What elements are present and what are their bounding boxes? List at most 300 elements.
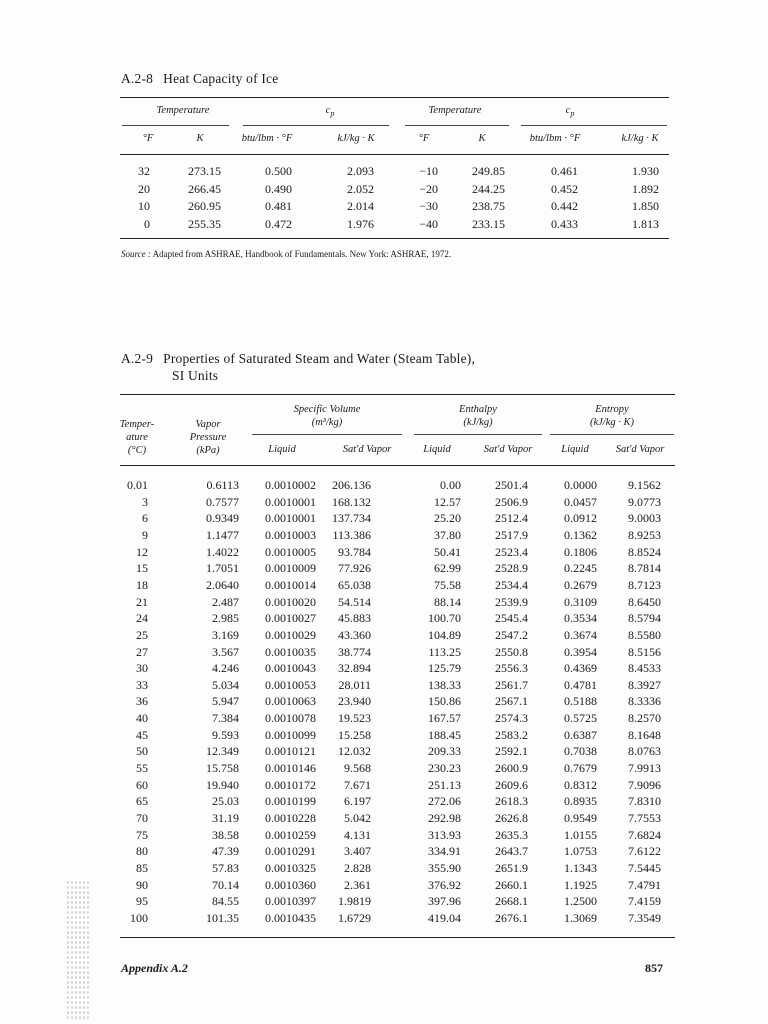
table-cell: 0.2679 xyxy=(564,577,597,592)
table-cell: 2523.4 xyxy=(495,544,528,559)
table-cell: 1.2500 xyxy=(564,894,597,909)
subrule-entropy xyxy=(550,434,674,435)
table-cell: 0.490 xyxy=(265,181,292,196)
table-cell: 45 xyxy=(136,727,148,742)
table-cell: 266.45 xyxy=(188,181,221,196)
table-cell: 3 xyxy=(142,494,148,509)
table-cell: 8.8524 xyxy=(628,544,661,559)
table-number: A.2-8 xyxy=(121,71,154,86)
table-cell: 0.0010397 xyxy=(265,894,316,909)
table-cell: 0.01 xyxy=(127,478,148,492)
table-cell: 0.0010228 xyxy=(265,811,316,825)
table-cell: 65 xyxy=(136,794,148,809)
table-cell: 50 xyxy=(136,744,148,759)
table-cell: 244.25 xyxy=(472,181,505,196)
table-cell: 23.940 xyxy=(338,694,371,709)
table-cell: 2618.3 xyxy=(495,794,528,809)
table-cell: 2556.3 xyxy=(495,661,528,676)
table-cell: 0.7679 xyxy=(564,761,597,776)
table-cell: 1.1477 xyxy=(206,527,239,542)
table-cell: 9.0003 xyxy=(628,511,661,526)
table-cell: 0.0010005 xyxy=(265,544,316,559)
table-cell: 0.8935 xyxy=(564,794,597,809)
table-cell: 62.99 xyxy=(434,561,461,576)
table-cell: 6.197 xyxy=(344,794,371,809)
table-cell: 101.35 xyxy=(206,910,239,925)
column-header: °F xyxy=(142,133,154,144)
table-cell: 1.976 xyxy=(347,216,374,231)
table-cell: 50.41 xyxy=(434,544,461,559)
table-cell: 75.58 xyxy=(434,577,461,592)
table-cell: 1.6729 xyxy=(338,910,371,925)
table-cell: 70 xyxy=(136,811,148,825)
table-cell: 19.940 xyxy=(206,777,239,792)
table-cell: 113.25 xyxy=(428,644,461,659)
table-cell: 2547.2 xyxy=(495,627,528,642)
header-vapor-pressure: (kPa) xyxy=(196,445,220,456)
table-cell: 0.472 xyxy=(265,216,292,231)
table-cell: 0.9549 xyxy=(564,811,597,825)
table-cell: 2635.3 xyxy=(495,827,528,842)
table-cell: 2.052 xyxy=(347,181,374,196)
subrule xyxy=(521,125,667,126)
table-cell: 0.0010014 xyxy=(265,577,316,592)
table-cell: 12.57 xyxy=(434,494,461,509)
table-cell: 1.0155 xyxy=(564,827,597,842)
table-cell: 15 xyxy=(136,561,148,576)
table-cell: 0.0000 xyxy=(564,478,597,492)
table-cell: 1.0753 xyxy=(564,844,597,859)
source-note xyxy=(121,249,451,259)
table-cell: 2676.1 xyxy=(495,910,528,925)
table-cell: 272.06 xyxy=(428,794,461,809)
table-cell: 8.3927 xyxy=(628,677,661,692)
table-cell: 47.39 xyxy=(212,844,239,859)
table-cell: 28.011 xyxy=(338,677,371,692)
table-cell: 5.042 xyxy=(344,811,371,825)
table-cell: 2539.9 xyxy=(495,594,528,609)
table-a29-title-line2: SI Units xyxy=(172,368,219,383)
table-cell: 2668.1 xyxy=(495,894,528,909)
table-cell: 85 xyxy=(136,860,148,875)
table-cell: 7.4159 xyxy=(628,894,661,909)
table-cell: 0.0912 xyxy=(564,511,597,526)
table-cell: −20 xyxy=(419,181,438,196)
table-cell: 1.892 xyxy=(632,181,659,196)
column-header: K xyxy=(478,133,486,144)
table-cell: 8.3336 xyxy=(628,694,661,709)
table-cell: 104.89 xyxy=(428,627,461,642)
table-cell: 38.58 xyxy=(212,827,239,842)
column-header: btu/lbm · °F xyxy=(529,133,581,144)
table-cell: 3.169 xyxy=(212,627,239,642)
table-cell: 0.442 xyxy=(551,199,578,213)
table-cell: 25 xyxy=(136,627,148,642)
header-enthalpy: Enthalpy xyxy=(459,404,497,415)
table-title-line1: Properties of Saturated Steam and Water (Steam Table), xyxy=(163,351,476,366)
table-cell: 0.0010291 xyxy=(265,844,316,859)
column-header: kJ/kg · K xyxy=(337,133,375,144)
header-specific-volume: (m³/kg) xyxy=(311,417,343,428)
table-cell: 7.6122 xyxy=(628,844,661,859)
table-cell: 1.3069 xyxy=(564,910,597,925)
table-cell: 2.487 xyxy=(212,594,239,609)
header-entropy: Entropy xyxy=(595,404,629,415)
table-cell: 0.0010259 xyxy=(265,827,316,842)
table-number: A.2-9 xyxy=(121,351,154,366)
header-enthalpy: (kJ/kg) xyxy=(463,417,493,428)
table-cell: 27 xyxy=(136,644,148,659)
subrule-enthalpy xyxy=(414,434,542,435)
header-cp-right: $c_p$ xyxy=(565,105,575,119)
table-cell: 0.0010099 xyxy=(265,727,316,742)
table-cell: 70.14 xyxy=(212,877,239,892)
table-cell: 2534.4 xyxy=(495,577,528,592)
table-cell: −30 xyxy=(419,199,438,213)
table-cell: 19.523 xyxy=(338,711,371,726)
table-cell: 2501.4 xyxy=(495,478,528,492)
table-a29-title xyxy=(121,351,475,367)
table-cell: 334.91 xyxy=(428,844,461,859)
table-cell: 260.95 xyxy=(188,199,221,213)
table-cell: 2545.4 xyxy=(495,611,528,626)
subrule-specvol xyxy=(252,434,402,435)
table-cell: 2660.1 xyxy=(495,877,528,892)
table-cell: 2.985 xyxy=(212,611,239,626)
table-cell: 7.5445 xyxy=(628,860,661,875)
table-cell: 313.93 xyxy=(428,827,461,842)
table-cell: 1.9819 xyxy=(338,894,371,909)
table-cell: 2.093 xyxy=(347,164,374,178)
column-header: °F xyxy=(418,133,430,144)
subheader: Sat'd Vapor xyxy=(342,444,392,455)
table-cell: 6 xyxy=(142,511,148,526)
subheader: Liquid xyxy=(268,444,296,455)
table-cell: 2528.9 xyxy=(495,561,528,576)
table-cell: 15.258 xyxy=(338,727,371,742)
table-cell: 0.0010001 xyxy=(265,511,316,526)
table-cell: 9.0773 xyxy=(628,494,661,509)
table-cell: 209.33 xyxy=(428,744,461,759)
table-cell: 45.883 xyxy=(338,611,371,626)
table-cell: 0.0010146 xyxy=(265,761,316,776)
table-cell: 12 xyxy=(136,544,148,559)
table-cell: 188.45 xyxy=(428,727,461,742)
table-cell: 20 xyxy=(138,181,150,196)
bottom-rule xyxy=(120,238,669,239)
table-cell: 8.5580 xyxy=(628,627,661,642)
table-cell: 8.9253 xyxy=(628,527,661,542)
table-cell: 8.6450 xyxy=(628,594,661,609)
table-cell: 2561.7 xyxy=(495,677,528,692)
table-cell: 12.032 xyxy=(338,744,371,759)
table-cell: 57.83 xyxy=(212,860,239,875)
table-cell: 43.360 xyxy=(338,627,371,642)
table-cell: 24 xyxy=(136,611,148,626)
table-cell: 8.5794 xyxy=(628,611,661,626)
table-cell: 30 xyxy=(136,661,148,676)
table-cell: 0 xyxy=(144,216,150,231)
table-cell: 1.4022 xyxy=(206,544,239,559)
header-temperature-right: Temperature xyxy=(428,105,482,116)
table-cell: 9 xyxy=(142,527,148,542)
table-cell: 238.75 xyxy=(472,199,505,213)
table-cell: 0.0010035 xyxy=(265,644,316,659)
table-cell: 2.0640 xyxy=(206,577,239,592)
table-cell: 0.1806 xyxy=(564,544,597,559)
table-cell: 0.00 xyxy=(440,478,461,492)
table-cell: 251.13 xyxy=(428,777,461,792)
bottom-rule xyxy=(120,937,675,938)
table-cell: 1.930 xyxy=(632,164,659,178)
table-cell: 75 xyxy=(136,827,148,842)
table-cell: 32.894 xyxy=(338,661,371,676)
table-cell: 12.349 xyxy=(206,744,239,759)
table-cell: 0.0010027 xyxy=(265,611,316,626)
table-cell: 2574.3 xyxy=(495,711,528,726)
table-cell: 0.0010053 xyxy=(265,677,316,692)
table-cell: 8.0763 xyxy=(628,744,661,759)
table-cell: −10 xyxy=(419,164,438,178)
table-cell: 93.784 xyxy=(338,544,371,559)
table-cell: 167.57 xyxy=(428,711,461,726)
table-cell: 8.2570 xyxy=(628,711,661,726)
table-cell: 0.7038 xyxy=(564,744,597,759)
table-cell: −40 xyxy=(419,216,438,231)
table-cell: 1.7051 xyxy=(206,561,239,576)
table-cell: 33 xyxy=(136,677,148,692)
footer-appendix: Appendix A.2 xyxy=(121,961,188,975)
table-cell: 54.514 xyxy=(338,594,371,609)
header-temperature: ature xyxy=(126,432,148,443)
table-cell: 7.9913 xyxy=(628,761,661,776)
column-header: K xyxy=(196,133,204,144)
header-vapor-pressure: Pressure xyxy=(189,432,227,443)
table-cell: 138.33 xyxy=(428,677,461,692)
table-cell: 21 xyxy=(136,594,148,609)
table-cell: 0.0010003 xyxy=(265,527,316,542)
table-cell: 2.014 xyxy=(347,199,374,213)
table-cell: 38.774 xyxy=(338,644,371,659)
table-cell: 0.0010001 xyxy=(265,494,316,509)
table-cell: 7.671 xyxy=(344,777,371,792)
header-temperature: (°C) xyxy=(127,445,147,456)
table-cell: 0.433 xyxy=(551,216,578,231)
table-cell: 1.850 xyxy=(632,199,659,213)
subheader: Liquid xyxy=(561,444,589,455)
table-cell: 9.1562 xyxy=(628,478,661,492)
table-cell: 2583.2 xyxy=(495,727,528,742)
table-cell: 0.0010020 xyxy=(265,594,316,609)
header-temperature: Temper- xyxy=(119,419,155,430)
table-cell: 60 xyxy=(136,777,148,792)
table-cell: 100 xyxy=(130,910,148,925)
table-cell: 0.6387 xyxy=(564,727,597,742)
table-cell: 0.0010078 xyxy=(265,711,316,726)
subheader: Sat'd Vapor xyxy=(483,444,533,455)
table-cell: 0.0010063 xyxy=(265,694,316,709)
table-cell: 0.0010172 xyxy=(265,777,316,792)
header-temperature-left: Temperature xyxy=(156,105,210,116)
table-cell: 1.813 xyxy=(632,216,659,231)
table-cell: 65.038 xyxy=(338,577,371,592)
table-cell: 0.0010009 xyxy=(265,561,316,576)
table-cell: 3.407 xyxy=(344,844,371,859)
table-cell: 150.86 xyxy=(428,694,461,709)
table-cell: 80 xyxy=(136,844,148,859)
table-cell: 2643.7 xyxy=(495,844,528,859)
table-cell: 1.1925 xyxy=(564,877,597,892)
subrule xyxy=(405,125,509,126)
table-cell: 0.0010121 xyxy=(265,744,316,759)
table-cell: 37.80 xyxy=(434,527,461,542)
table-cell: 0.8312 xyxy=(564,777,597,792)
table-cell: 0.1362 xyxy=(564,527,597,542)
table-cell: 10 xyxy=(138,199,150,213)
table-cell: 0.3674 xyxy=(564,627,597,642)
subrule xyxy=(122,125,229,126)
table-cell: 0.0010002 xyxy=(265,478,316,492)
subheader: Sat'd Vapor xyxy=(615,444,665,455)
table-cell: 0.0010325 xyxy=(265,860,316,875)
source-label: Source : xyxy=(121,249,151,259)
table-cell: 0.3534 xyxy=(564,611,597,626)
table-cell: 2600.9 xyxy=(495,761,528,776)
page-number: 857 xyxy=(645,961,663,975)
header-rule xyxy=(120,465,675,466)
header-entropy: (kJ/kg · K) xyxy=(589,417,635,428)
table-cell: 8.7814 xyxy=(628,561,661,576)
table-cell: 15.758 xyxy=(206,761,239,776)
table-cell: 0.5725 xyxy=(564,711,597,726)
table-cell: 1.1343 xyxy=(564,860,597,875)
table-cell: 0.500 xyxy=(265,164,292,178)
table-cell: 90 xyxy=(136,877,148,892)
table-cell: 0.4369 xyxy=(564,661,597,676)
table-cell: 8.5156 xyxy=(628,644,661,659)
table-a28-title xyxy=(121,71,278,87)
table-cell: 100.70 xyxy=(428,611,461,626)
table-cell: 88.14 xyxy=(434,594,461,609)
header-cp-left: $c_p$ xyxy=(325,105,335,119)
table-cell: 168.132 xyxy=(332,494,371,509)
subrule xyxy=(243,125,389,126)
table-cell: 7.384 xyxy=(212,711,239,726)
source-text: Adapted from ASHRAE, Handbook of Fundamentals. New York: ASHRAE, 1972. xyxy=(152,249,452,259)
table-cell: 376.92 xyxy=(428,877,461,892)
table-cell: 0.2245 xyxy=(564,561,597,576)
table-cell: 2567.1 xyxy=(495,694,528,709)
table-cell: 5.034 xyxy=(212,677,239,692)
table-cell: 9.593 xyxy=(212,727,239,742)
table-cell: 2626.8 xyxy=(495,811,528,825)
table-cell: 273.15 xyxy=(188,164,221,178)
table-cell: 0.5188 xyxy=(564,694,597,709)
table-cell: 0.7577 xyxy=(206,494,239,509)
table-cell: 2506.9 xyxy=(495,494,528,509)
column-header: btu/lbm · °F xyxy=(241,133,293,144)
table-cell: 0.6113 xyxy=(206,478,239,492)
table-cell: 2512.4 xyxy=(495,511,528,526)
table-cell: 31.19 xyxy=(212,811,239,825)
table-cell: 0.0010199 xyxy=(265,794,316,809)
table-cell: 9.568 xyxy=(344,761,371,776)
table-cell: 3.567 xyxy=(212,644,239,659)
table-title-text: Heat Capacity of Ice xyxy=(163,71,279,86)
table-cell: 255.35 xyxy=(188,216,221,231)
table-cell: 4.246 xyxy=(212,661,239,676)
table-cell: 2592.1 xyxy=(495,744,528,759)
table-cell: 5.947 xyxy=(212,694,239,709)
table-cell: 125.79 xyxy=(428,661,461,676)
table-cell: 2609.6 xyxy=(495,777,528,792)
table-cell: 397.96 xyxy=(428,894,461,909)
table-cell: 230.23 xyxy=(428,761,461,776)
table-cell: 8.1648 xyxy=(628,727,661,742)
table-cell: 7.7553 xyxy=(628,811,661,825)
table-cell: 419.04 xyxy=(428,910,461,925)
table-cell: 0.0010043 xyxy=(265,661,316,676)
table-cell: 8.7123 xyxy=(628,577,661,592)
table-cell: 0.0010360 xyxy=(265,877,316,892)
table-cell: 95 xyxy=(136,894,148,909)
table-cell: 7.4791 xyxy=(628,877,661,892)
table-cell: 32 xyxy=(138,164,150,178)
table-cell: 25.03 xyxy=(212,794,239,809)
top-rule xyxy=(120,97,669,98)
table-cell: 40 xyxy=(136,711,148,726)
table-cell: 7.8310 xyxy=(628,794,661,809)
table-cell: 2517.9 xyxy=(495,527,528,542)
table-cell: 0.4781 xyxy=(564,677,597,692)
table-cell: 77.926 xyxy=(338,561,371,576)
table-cell: 2.361 xyxy=(344,877,371,892)
table-cell: 0.452 xyxy=(551,181,578,196)
table-cell: 4.131 xyxy=(344,827,371,842)
table-cell: 0.481 xyxy=(265,199,292,213)
table-cell: 137.734 xyxy=(332,511,371,526)
table-cell: 2550.8 xyxy=(495,644,528,659)
table-cell: 355.90 xyxy=(428,860,461,875)
table-cell: 36 xyxy=(136,694,148,709)
table-cell: 206.136 xyxy=(332,478,371,492)
table-cell: 84.55 xyxy=(212,894,239,909)
column-header: kJ/kg · K xyxy=(621,133,659,144)
top-rule xyxy=(120,394,675,395)
header-vapor-pressure: Vapor xyxy=(195,419,221,430)
table-cell: 25.20 xyxy=(434,511,461,526)
header-rule xyxy=(120,154,669,155)
table-cell: 2651.9 xyxy=(495,860,528,875)
table-cell: 0.461 xyxy=(551,164,578,178)
table-cell: 113.386 xyxy=(332,527,371,542)
table-cell: 292.98 xyxy=(428,811,461,825)
table-cell: 0.3109 xyxy=(564,594,597,609)
table-cell: 0.0457 xyxy=(564,494,597,509)
table-cell: 249.85 xyxy=(472,164,505,178)
header-specific-volume: Specific Volume xyxy=(293,404,361,415)
table-cell: 233.15 xyxy=(472,216,505,231)
table-cell: 18 xyxy=(136,577,148,592)
table-cell: 0.9349 xyxy=(206,511,239,526)
table-cell: 0.3954 xyxy=(564,644,597,659)
table-cell: 2.828 xyxy=(344,860,371,875)
table-cell: 7.9096 xyxy=(628,777,661,792)
table-cell: 55 xyxy=(136,761,148,776)
table-cell: 0.0010029 xyxy=(265,627,316,642)
table-cell: 8.4533 xyxy=(628,661,661,676)
subheader: Liquid xyxy=(423,444,451,455)
